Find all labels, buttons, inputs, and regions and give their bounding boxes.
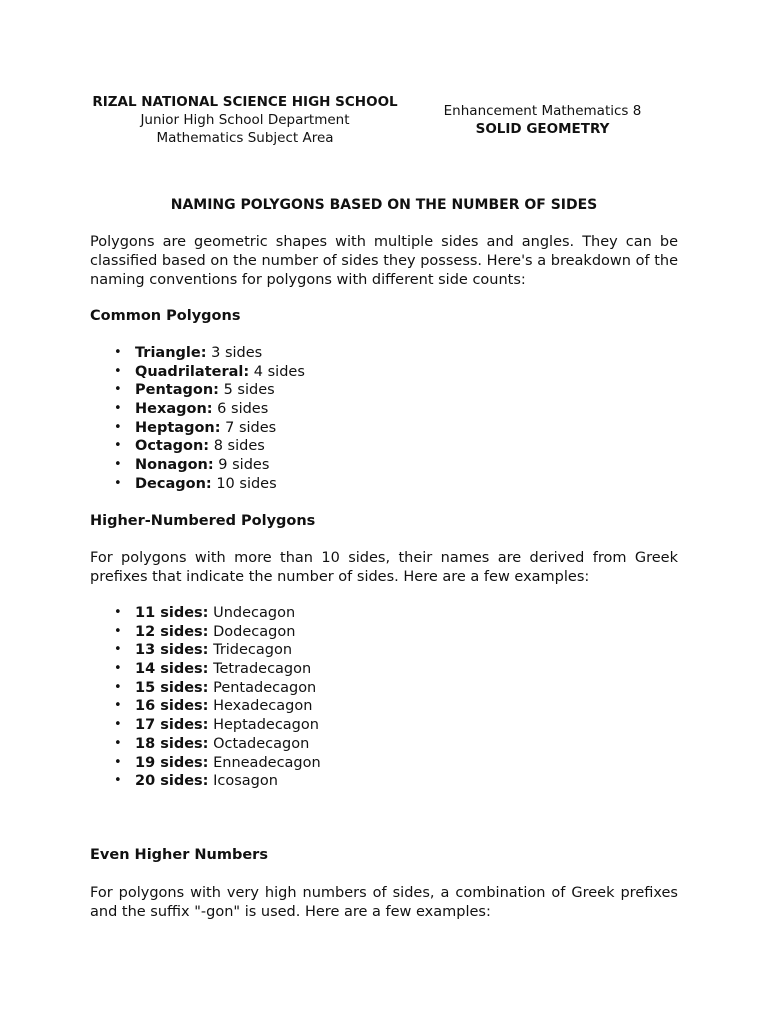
list-item-term: 16 sides: [135,698,209,715]
bullet-icon: • [114,754,122,770]
bullet-icon: • [114,419,122,435]
list-item-term: 12 sides: [135,623,209,640]
list-item-desc: Heptadecagon [208,717,319,734]
list-item [90,381,305,400]
bullet-icon: • [114,401,122,417]
list-item-desc: Enneadecagon [208,754,321,771]
list-item [90,437,305,456]
list-item [90,475,305,494]
list-item-desc: Tridecagon [208,642,293,659]
list-item-term: Nonagon: [135,457,214,474]
bullet-icon: • [114,345,122,360]
bullet-icon: • [114,661,122,677]
list-item-term: 14 sides: [135,661,209,678]
list-item-term: Pentagon: [135,382,219,399]
list-item-desc: Hexadecagon [208,698,313,715]
list-item [90,716,321,735]
bullet-icon: • [114,773,122,789]
list-item-desc: 3 sides [206,345,263,361]
list-item [90,363,305,382]
list-item-term: Decagon: [135,475,212,492]
bullet-icon: • [114,438,122,454]
list-item-term: Hexagon: [135,401,213,418]
list-item-term: 13 sides: [135,642,209,659]
even-higher-paragraph: For polygons with very high numbers of sides, a combination of Greek prefixes and the suffix "-gon" is used. Here are a few examples: [90,885,678,920]
list-item-term: Octagon: [135,438,210,455]
bullet-icon: • [114,475,122,491]
bullet-icon: • [114,717,122,733]
school-name: RIZAL NATIONAL SCIENCE HIGH SCHOOL [92,94,398,110]
course-topic: SOLID GEOMETRY [475,121,610,137]
bullet-icon: • [114,623,122,639]
document-title: NAMING POLYGONS BASED ON THE NUMBER OF SIDES [170,197,598,213]
list-item [90,456,305,475]
bullet-icon: • [114,363,122,379]
bullet-icon: • [114,698,122,714]
higher-polygons-paragraph: For polygons with more than 10 sides, their names are derived from Greek prefixes that indicate the number of sides. Here are a few examples: [90,550,678,585]
common-polygons-heading: Common Polygons [90,308,241,324]
list-item-term: 20 sides: [135,773,209,790]
list-item [90,679,321,698]
list-item-desc: 10 sides [211,475,277,492]
list-item-desc: 6 sides [212,401,269,418]
list-item [90,419,305,438]
bullet-icon: • [114,642,122,658]
bullet-icon: • [114,605,122,620]
bullet-icon: • [114,382,122,398]
bullet-icon: • [114,457,122,473]
list-item-desc: Octadecagon [208,735,310,752]
header-course-block [430,102,655,138]
header-school-block [60,93,430,147]
list-item [90,641,321,660]
list-item [90,697,321,716]
list-item-term: 11 sides: [135,605,209,621]
list-item-term: 18 sides: [135,735,209,752]
list-item [90,660,321,679]
subject-area: Mathematics Subject Area [156,130,334,146]
even-higher-heading: Even Higher Numbers [90,847,268,863]
list-item-term: Heptagon: [135,419,221,436]
intro-paragraph: Polygons are geometric shapes with multiple sides and angles. They can be classified based on the number of sides they possess. Here's a breakdown of the naming conventions for polygons with different side counts: [90,234,678,288]
course-name: Enhancement Mathematics 8 [443,103,642,119]
list-item [90,604,321,623]
list-item-term: 17 sides: [135,717,209,734]
list-item-desc: 5 sides [218,382,275,399]
list-item [90,623,321,642]
list-item-desc: Tetradecagon [208,661,312,678]
list-item [90,400,305,419]
bullet-icon: • [114,735,122,751]
list-item-desc: Icosagon [208,773,278,790]
bullet-icon: • [114,679,122,695]
higher-polygons-list [90,604,321,791]
list-item [90,772,321,791]
list-item-term: Quadrilateral: [135,363,250,380]
common-polygons-list [90,344,305,494]
list-item-desc: 7 sides [220,419,277,436]
list-item-term: Triangle: [135,345,207,361]
list-item-desc: 4 sides [249,363,305,380]
list-item-desc: Undecagon [208,605,296,621]
higher-polygons-heading: Higher-Numbered Polygons [90,513,316,529]
list-item-desc: Pentadecagon [208,679,317,696]
list-item [90,344,305,363]
list-item [90,735,321,754]
list-item-term: 15 sides: [135,679,209,696]
list-item-desc: 9 sides [213,457,270,474]
department-name: Junior High School Department [140,112,350,128]
list-item-desc: 8 sides [209,438,265,455]
list-item [90,754,321,773]
list-item-desc: Dodecagon [208,623,296,640]
list-item-term: 19 sides: [135,754,209,771]
